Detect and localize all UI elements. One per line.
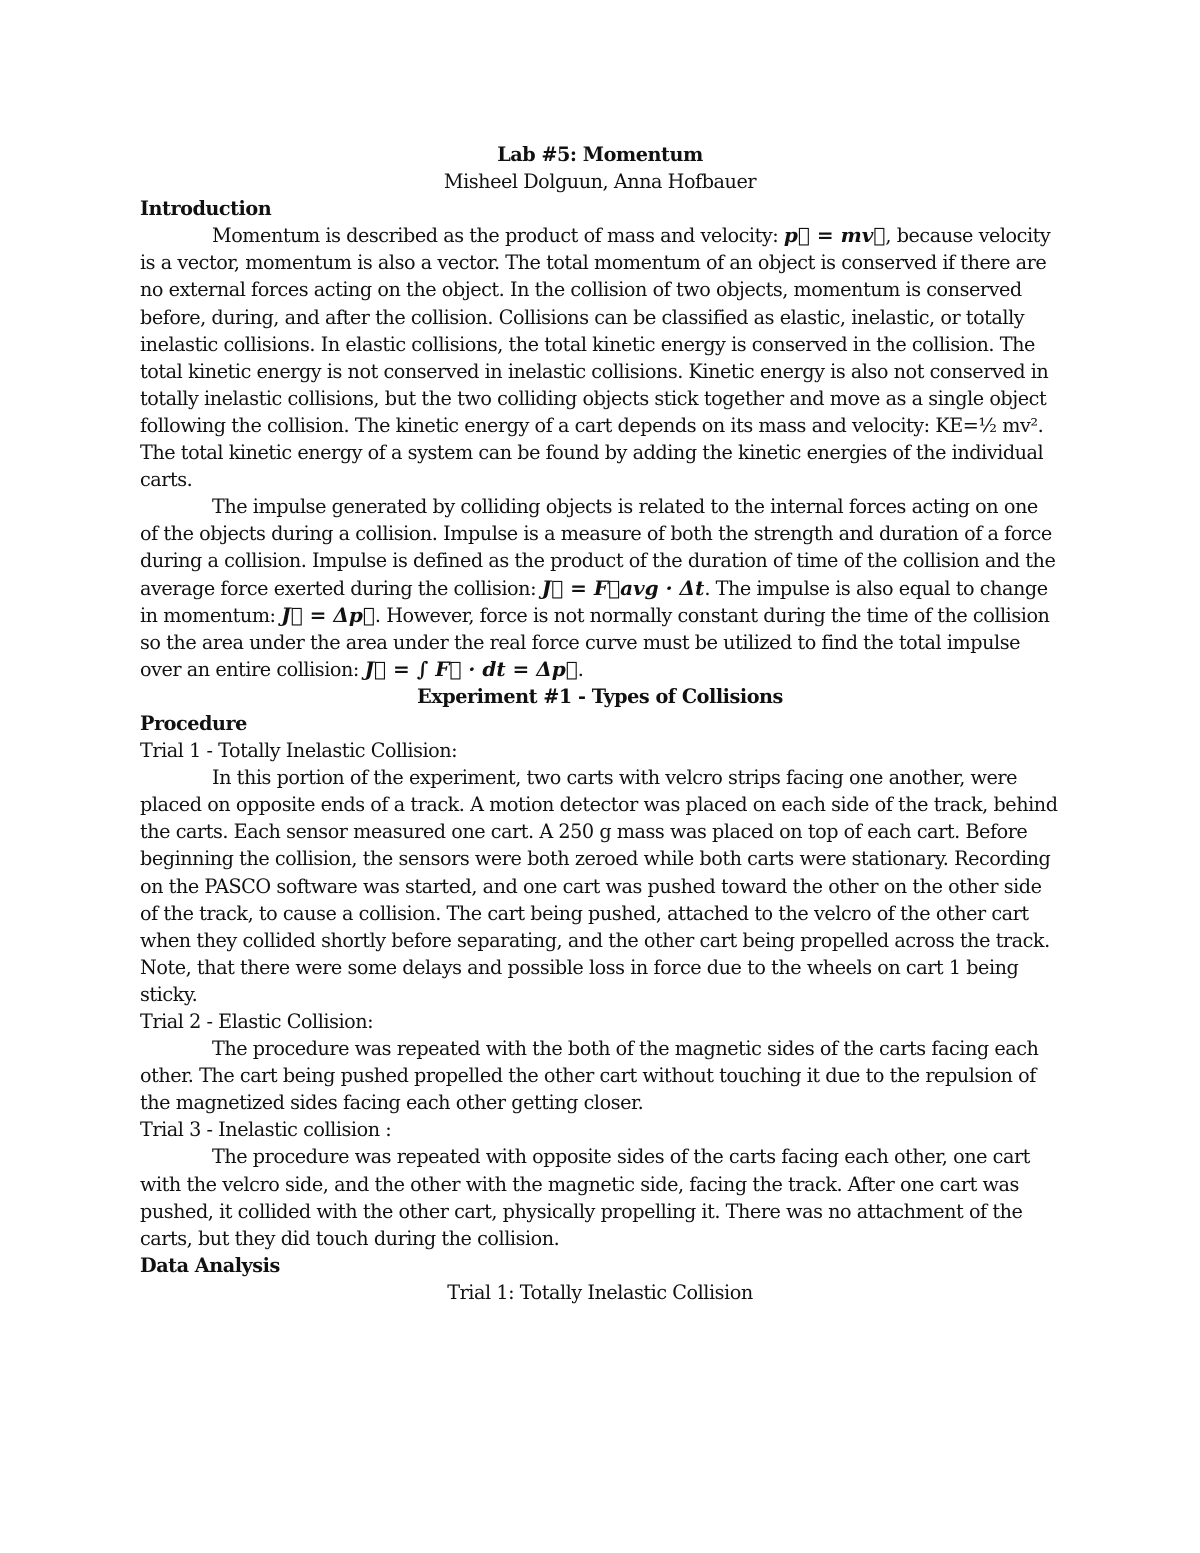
momentum-equation: p⃗ = mv⃗	[783, 223, 886, 248]
intro-p2-text-d: .	[577, 657, 584, 681]
impulse-equation-1: J⃗ = F⃗avg · Δt	[541, 575, 705, 600]
trial2-text: The procedure was repeated with the both of the magnetic sides of the carts facing each other. The cart being pushed propelled the other cart without touching it due to the repulsion of the magnetized sides facing each other getting closer.	[140, 1037, 1039, 1115]
intro-p1-text-a: Momentum is described as the product of mass and velocity:	[212, 224, 784, 248]
intro-paragraph-2	[140, 493, 1060, 683]
experiment-heading: Experiment #1 - Types of Collisions	[417, 684, 783, 708]
trial3-text: The procedure was repeated with opposite sides of the carts facing each other, one cart with the velcro side, and the other with the magnetic side, facing the track. After one cart was pushed, it collided with the other cart, physically propelling it. There was no attachment of the carts, but they did touch during the collision.	[140, 1145, 1030, 1250]
trial1-text: In this portion of the experiment, two carts with velcro strips facing one another, were placed on opposite ends of a track. A motion detector was placed on each side of the track, behind the carts. Each sensor measured one cart. A 250 g mass was placed on top of each cart. Before beginning the collision, the sensors were both zeroed while both carts were stationary. Recording on the PASCO software was started, and one cart was pushed toward the other on the other side of the track, to cause a collision. The cart being pushed, attached to the velcro of the other cart when they collided shortly before separating, and the other cart being propelled across the track. Note, that there were some delays and possible loss in force due to the wheels on cart 1 being sticky.	[140, 766, 1058, 1006]
intro-heading: Introduction	[140, 197, 272, 221]
trial1-title: Trial 1 - Totally Inelastic Collision:	[140, 739, 458, 763]
authors: Misheel Dolguun, Anna Hofbauer	[443, 170, 757, 194]
trial2-title: Trial 2 - Elastic Collision:	[140, 1010, 374, 1033]
impulse-equation-3: J⃗ = ∫ F⃗ · dt = Δp⃗	[364, 656, 578, 681]
impulse-equation-2: J⃗ = Δp⃗	[281, 602, 375, 627]
trial3-title: Trial 3 - Inelastic collision :	[140, 1118, 392, 1142]
document-body	[140, 141, 1060, 1306]
procedure-heading: Procedure	[140, 711, 247, 735]
trial1-subtitle: Trial 1: Totally Inelastic Collision	[447, 1280, 753, 1304]
intro-p2-text-a: The impulse generated by colliding objects is related to the internal forces acting on one of the objects during a collision. Impulse is a measure of both the strength and duration of a force during a collision. Impulse is defined as the product of the duration of time of the collision and the average force exerted during the collision:	[140, 495, 1056, 600]
intro-p1-text-b: , because velocity is a vector, momentum is also a vector. The total momentum of an object is conserved if there are no external forces acting on the object. In the collision of two objects, momentum is conserved before, during, and after the collision. Collisions can be classified as elastic, inelastic, or totally inelastic collisions. In elastic collisions, the total kinetic energy is conserved in the collision. The total kinetic energy is not conserved in inelastic collisions. Kinetic energy is also not conserved in totally inelastic collisions, but the two colliding objects stick together and move as a single object following the collision. The kinetic energy of a cart depends on its mass and velocity: KE=½ mv². The total kinetic energy of a system can be found by adding the kinetic energies of the individual carts.	[140, 224, 1051, 492]
data-analysis-heading: Data Analysis	[140, 1253, 280, 1277]
page-title: Lab #5: Momentum	[497, 143, 703, 166]
intro-p2-text-b: . The impulse is also equal to change in momentum:	[140, 576, 1048, 627]
intro-p2-text-c: . However, force is not normally constant during the time of the collision so the area under the area under the real force curve must be utilized to find the total impulse over an entire collision:	[140, 603, 1050, 681]
intro-paragraph-1	[140, 222, 1060, 493]
